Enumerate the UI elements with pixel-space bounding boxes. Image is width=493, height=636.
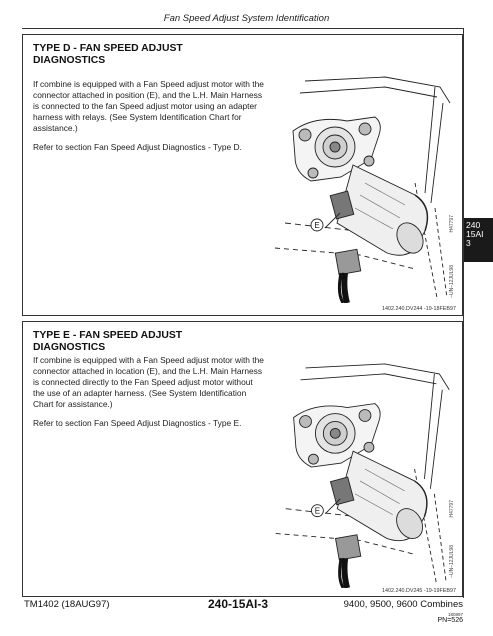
callout-e-label: E (314, 506, 321, 516)
section-body (33, 79, 265, 162)
footer-manual-id: TM1402 (18AUG97) (24, 599, 110, 610)
footer-date-code: 180897 (447, 612, 463, 617)
section-title-line1: TYPE D - FAN SPEED ADJUST (33, 43, 183, 54)
callout-e (311, 505, 323, 517)
section-title-line1: TYPE E - FAN SPEED ADJUST (33, 330, 183, 341)
figure-id: H47797 (449, 500, 455, 518)
footer-page-number: 240-15AI-3 (208, 597, 269, 611)
body-paragraph: If combine is equipped with a Fan Speed adjust motor with the connector attached in location (E), and the L.H. Main Harness is connected directly to the Fan Speed adjust motor without the use of an adapter harness. (See System Identification Chart for assistance.) (33, 355, 264, 410)
section-title-line2: DIAGNOSTICS (33, 341, 106, 353)
section-type-d (22, 34, 463, 316)
section-tab-line2: 15AI (466, 228, 484, 239)
figure-reference: –UN–12JUL98 (449, 265, 455, 298)
figure-reference: –UN–12JUL98 (449, 545, 455, 578)
footer-pn: PN=526 (437, 617, 463, 624)
section-body (33, 355, 265, 438)
frame-top-rule (22, 28, 463, 29)
running-head: Fan Speed Adjust System Identification (163, 13, 330, 24)
fan-speed-motor-illustration (265, 73, 461, 303)
frame-right-rule (463, 28, 464, 598)
harness-connector (335, 535, 360, 588)
fan-speed-motor-illustration (265, 360, 461, 588)
section-tab-line1: 240 (466, 220, 481, 230)
body-paragraph: If combine is equipped with a Fan Speed adjust motor with the connector attached in position (E), and the L.H. Main Harness is connected to the fan Speed adjust motor using an adapter harness with relays. (See System Identification Chart for assistance.) (33, 79, 264, 134)
section-tab-line3: 3 (466, 237, 471, 248)
section-title (33, 330, 253, 353)
reference-paragraph: Refer to section Fan Speed Adjust Diagnostics - Type D. (33, 142, 242, 153)
figure-footer-code: 1402.240.DV245 -19-19FEB97 (381, 588, 456, 594)
reference-paragraph: Refer to section Fan Speed Adjust Diagnostics - Type E. (33, 418, 242, 429)
footer-models: 9400, 9500, 9600 Combines (343, 599, 463, 610)
callout-e (311, 219, 323, 231)
section-title-line2: DIAGNOSTICS (33, 54, 106, 66)
harness-connector (335, 249, 360, 303)
callout-e-label: E (314, 221, 320, 230)
figure-footer-code: 1402.240.DV244 -19-18FEB97 (381, 306, 456, 312)
figure-id: H47797 (449, 215, 455, 233)
section-tab (464, 218, 493, 262)
section-title (33, 43, 253, 66)
section-type-e (22, 321, 463, 597)
